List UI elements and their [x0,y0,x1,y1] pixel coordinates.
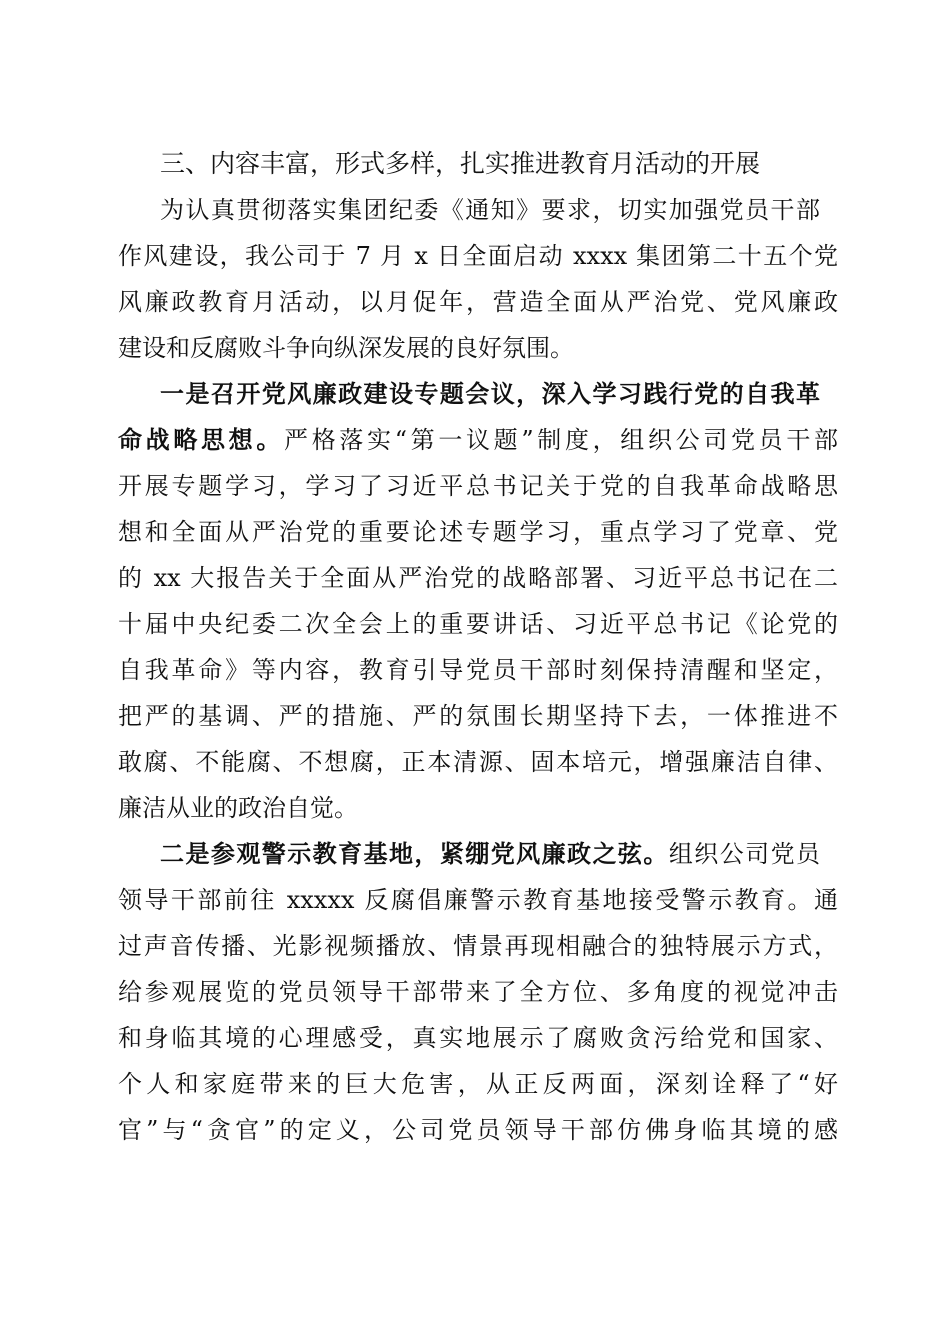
item-two-line-2: 领导干部前往 xxxxx 反腐倡廉警示教育基地接受警示教育。通 [118,886,838,914]
item-two-line-3: 过声音传播、光影视频播放、情景再现相融合的独特展示方式， [118,932,838,960]
item-one-line-5: 的 xx 大报告关于全面从严治党的战略部署、习近平总书记在二 [118,564,838,592]
item-one-text-start: 严格落实“第一议题”制度，组织公司党员干部 [284,426,838,454]
item-one-line-2 [118,417,838,463]
item-one-heading-line-1: 一是召开党风廉政建设专题会议，深入学习践行党的自我革 [160,379,820,408]
item-one-line-10: 廉洁从业的政治自觉。 [118,794,358,822]
item-one-line-8: 把严的基调、严的措施、严的氛围长期坚持下去，一体推进不 [118,702,838,730]
intro-line-2: 作风建设，我公司于 7 月 x 日全面启动 xxxx 集团第二十五个党 [118,242,838,270]
item-one-line-6: 十届中央纪委二次全会上的重要讲话、习近平总书记《论党的 [118,610,838,638]
item-two-line-5: 和身临其境的心理感受，真实地展示了腐败贪污给党和国家、 [118,1024,838,1052]
item-one-line-4: 想和全面从严治党的重要论述专题学习，重点学习了党章、党 [118,518,838,546]
item-two-line-1 [160,831,820,877]
intro-line-1: 为认真贯彻落实集团纪委《通知》要求，切实加强党员干部 [160,196,820,224]
item-one-line-9: 敢腐、不能腐、不想腐，正本清源、固本培元，增强廉洁自律、 [118,748,838,776]
item-two-line-4: 给参观展览的党员领导干部带来了全方位、多角度的视觉冲击 [118,978,838,1006]
item-one-heading-cont: 命战略思想。 [118,425,285,454]
item-two-line-6: 个人和家庭带来的巨大危害，从正反两面，深刻诠释了“好 [118,1070,838,1098]
item-one-line-3: 开展专题学习，学习了习近平总书记关于党的自我革命战略思 [118,472,838,500]
intro-line-3: 风廉政教育月活动，以月促年，营造全面从严治党、党风廉政 [118,288,838,316]
intro-line-4: 建设和反腐败斗争向纵深发展的良好氛围。 [118,334,574,362]
item-two-line-7: 官”与“贪官”的定义，公司党员领导干部仿佛身临其境的感 [118,1116,838,1144]
item-two-text-start: 组织公司党员 [668,840,820,868]
item-one-line-7: 自我革命》等内容，教育引导党员干部时刻保持清醒和坚定， [118,656,838,684]
item-two-heading: 二是参观警示教育基地，紧绷党风廉政之弦。 [160,839,669,868]
section-heading: 三、内容丰富，形式多样，扎实推进教育月活动的开展 [160,149,761,178]
